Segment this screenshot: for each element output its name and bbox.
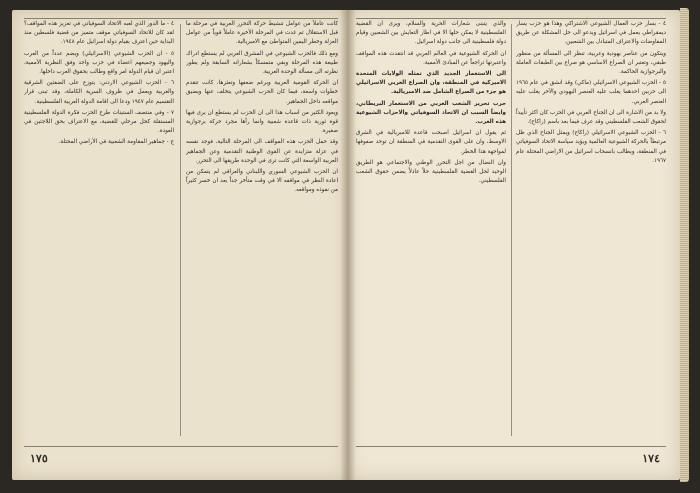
paragraph: ٤ - ما الدور الذي لعبه الاتحاد السوفياتي في تعزيز هذه المواقف؟ لقد كان للاتحاد السوفياتي موقف متميز من قضية فلسطين منذ البداية حين اعترف بقيام دولة اسرائيل عام ١٩٤٨. <box>24 21 174 46</box>
paragraph: ويعود الكثير من اسباب هذا الى ان الحزب لم يستطع ان يرى فيها قوة ثورية ذات قاعدة شعبية وانما رآها مجرد حركة برجوازية صغيرة. <box>186 109 338 135</box>
paragraph: ٥ - الحزب الشيوعي الاسرائيلي (ماكي) وقد انشق في عام ١٩٦٥ الى حزبين احدهما يغلب عليه العنصر اليهودي والآخر يغلب عليه العنصر العربي. <box>516 80 666 105</box>
paragraph: ان الحركة الشيوعية في العالم العربي قد انتقدت هذه المواقف واعتبرتها تراجعاً عن المبادئ الأممية. <box>356 50 506 66</box>
bottom-rule <box>356 446 666 447</box>
paragraph: ٦ - الحزب الشيوعي الاردني: يتوزع على الضفتين الشرقية والغربية ويعمل في ظروف السرية الكاملة، وقد تبنى قرار التقسيم عام ١٩٤٧ ودعا الى اقامة الدولة العربية الفلسطينية. <box>24 80 174 105</box>
paragraph-emphasis: حرب تحرير الشعب العربي من الاستعمار البريطاني، وايضاً السبب ان الاتحاد السوفياتي والاحزاب الشيوعية هذه العرب. <box>356 100 506 126</box>
right-page-right-column <box>516 20 666 440</box>
right-page <box>348 10 680 480</box>
top-rule <box>356 18 666 19</box>
paragraph: ٦ - الحزب الشيوعي الاسرائيلي (راكاح) ويمثل الجناح الذي ظل مرتبطاً بالحركة الشيوعية العالمية ويؤيد سياسة الاتحاد السوفياتي في المنطقة، ويطالب بانسحاب اسرائيل من الاراضي المحتلة عام ١٩٦٧. <box>516 130 666 164</box>
paragraph: ان الحركة القومية العربية وبرغم ضعفها وتعثرها، كانت تتقدم خطوات واسعة، فيما كان الحزب الشيوعي يتخلف عنها ويضيق مواقعه داخل الجماهير. <box>186 80 338 105</box>
paragraph: ويتكون من عناصر يهودية وعربية، تنظر الى المسألة من منظور طبقي، وتعتبر ان الصراع الاساسي هو صراع بين الطبقات العاملة والبرجوازية الحاكمة. <box>516 50 666 76</box>
paragraph: كانت عاملاً من عوامل تنشيط حركة التحرر العربية في مرحلة ما قبل الاستقلال ثم غدت في المرحلة الأخيرة عاملاً قوياً من عوامل العزلة وخطر اليمين المتواطئ مع الامبريالية. <box>186 21 338 46</box>
page-number: ١٧٥ <box>30 452 48 465</box>
column-divider <box>511 24 512 436</box>
paragraph: ٧ - وفي منتصف الستينات طرح الحزب فكرة الدولة الفلسطينية المستقلة كحل مرحلي للقضية، مع الاعتراف بحق اللاجئين في العودة. <box>24 109 174 135</box>
paragraph: وان النضال من اجل التحرر الوطني والاجتماعي هو الطريق الوحيد لحل القضية الفلسطينية حلاً عادلاً يضمن حقوق الشعب الفلسطيني. <box>356 159 506 185</box>
page-stack-edge <box>680 8 689 482</box>
bottom-rule <box>24 446 338 447</box>
paragraph: ومع ذلك فالحزب الشيوعي في المشرق العربي لم يستطع ادراك طبيعة هذه المرحلة وبقي متمسكاً بشعاراته السابقة ولم يطور نظرته الى مسألة الوحدة العربية. <box>186 50 338 76</box>
left-page <box>12 10 348 480</box>
paragraph-emphasis: الى الاستعمار الجديد الذي تمثله الولايات المتحدة الاميركية في المنطقة، وان الصراع العربي الاسرائيلي هو جزء من الصراع الشامل ضد الامبريالية. <box>356 71 506 96</box>
paragraph: ان الحزب الشيوعي السوري واللبناني والعراقي لم يتمكن من اعادة النظر في مواقفه الا في وقت متأخر جداً بعد ان خسر كثيراً من نفوذه ومواقعه. <box>186 169 338 194</box>
paragraph: ولا بد من الاشارة الى ان الجناح العربي في الحزب كان اكثر تأييداً لحقوق الشعب الفلسطيني وقد عرف فيما بعد باسم (راكاح). <box>516 109 666 126</box>
left-page-left-column <box>24 20 174 440</box>
column-divider <box>180 24 181 436</box>
paragraph: وقد حمل الحزب هذه المواقف الى المرحلة التالية، فوجد نفسه في عزلة متزايدة عن القوى الوطنية التقدمية وعن الجماهير العربية الواسعة التي كانت ترى في الوحدة طريقها الى التحرر. <box>186 139 338 164</box>
right-page-left-column <box>356 20 506 440</box>
page-number: ١٧٤ <box>642 452 660 465</box>
paragraph: ٥ - ان الحزب الشيوعي (الاسرائيلي) ويضم عدداً من العرب واليهود وجميعهم اعضاء في حزب واحد وفق النظرية الأممية، اعتبر ان قيام الدولة امر واقع وطالب بحقوق العرب داخلها. <box>24 50 174 76</box>
paragraph: ج - جماهير المقاومة الشعبية في الأراضي المحتلة. <box>58 139 174 146</box>
paragraph: ٤ - بسار حزب العمال الشيوعي الاشتراكي وهذا هو حزب يسار ديمقراطي يعمل في اسرائيل ويدعو الى حل المشكلة عن طريق المفاوضات والاعتراف المتبادل بين الشعبين. <box>516 21 666 46</box>
paragraph: والذي يتبنى شعارات الحرية والسلام، ويرى ان القضية الفلسطينية لا يمكن حلها الا في اطار التعايش بين الشعبين وقيام دولة فلسطينية الى جانب دولة اسرائيل. <box>356 21 506 46</box>
left-page-right-column <box>186 20 338 440</box>
paragraph: ثم يقول ان اسرائيل اصبحت قاعدة للامبريالية في الشرق الاوسط، وان على القوى التقدمية في المنطقة ان توحد صفوفها لمواجهة هذا الخطر. <box>356 130 506 155</box>
top-rule <box>24 18 338 19</box>
